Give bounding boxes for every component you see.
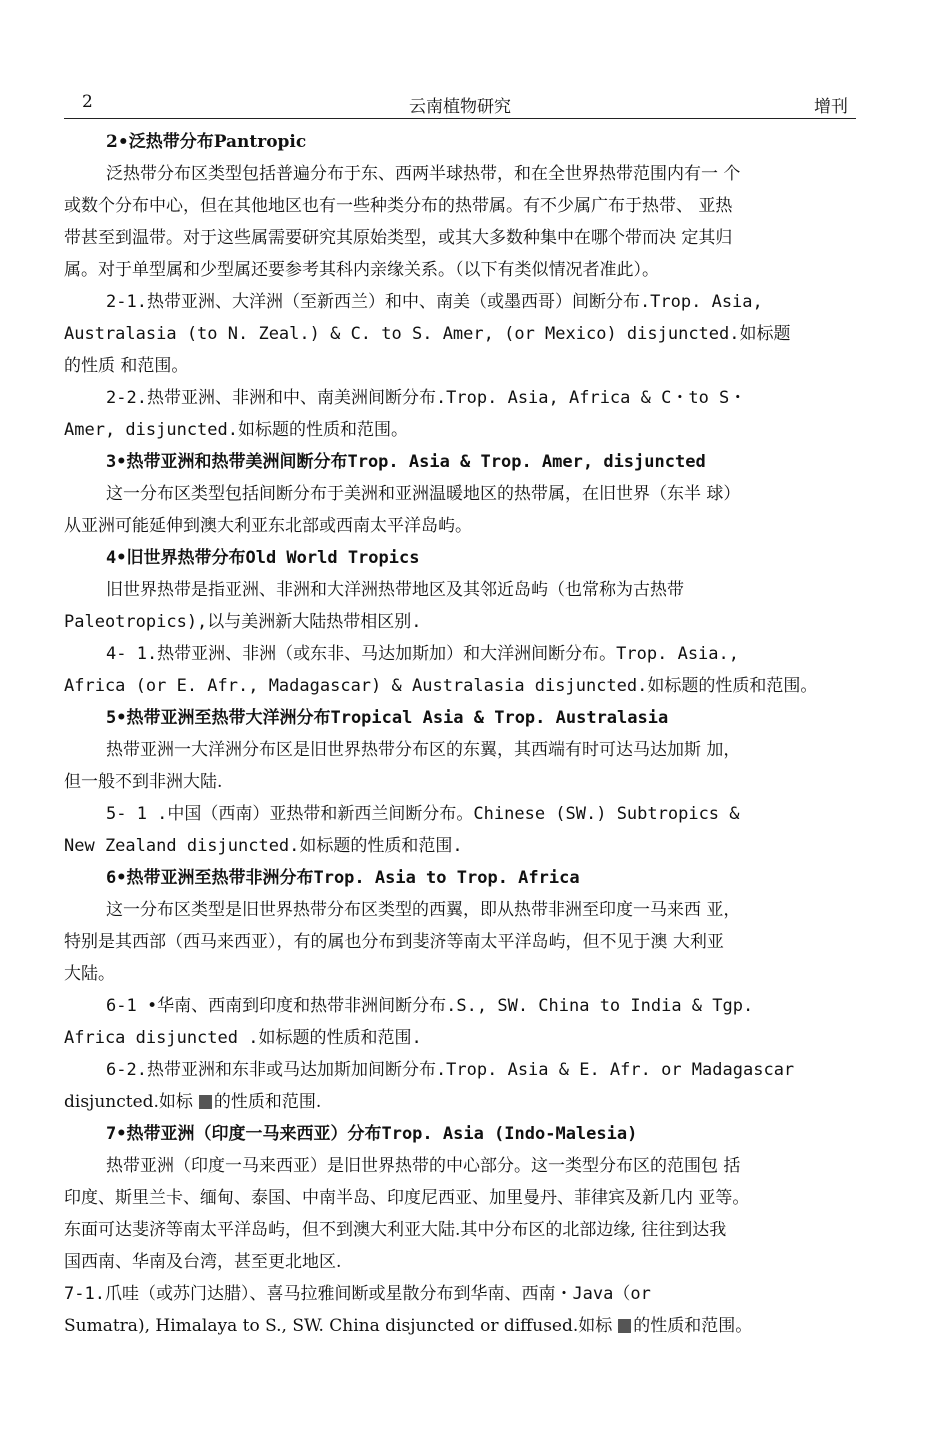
text-line: 5- 1 .中国（西南）亚热带和新西兰间断分布。Chinese (SW.) Subtropics & (106, 804, 740, 824)
text-line: 这一分布区类型包括间断分布于美洲和亚洲温暖地区的热带属，在旧世界（东半 球） (106, 484, 741, 504)
section-heading: 6•热带亚洲至热带非洲分布Trop. Asia to Trop. Africa (106, 868, 580, 888)
text-line: 大陆。 (64, 964, 115, 984)
text-line: 6-1 •华南、西南到印度和热带非洲间断分布.S., SW. China to India & Tgp. (106, 996, 754, 1016)
section-heading: 4•旧世界热带分布Old World Tropics (106, 548, 420, 568)
text-fragment: disjuncted.如标 (64, 1092, 193, 1112)
text-line: 或数个分布中心，但在其他地区也有一些种类分布的热带属。有不少属广布于热带、 亚热 (64, 196, 733, 216)
text-line: 从亚洲可能延伸到澳大利亚东北部或西南太平洋岛屿。 (64, 516, 472, 536)
text-line: 6-2.热带亚洲和东非或马达加斯加间断分布.Trop. Asia & E. Afr. or Madagascar (106, 1060, 795, 1080)
missing-glyph-icon (199, 1095, 212, 1109)
text-line: 的性质 和范围。 (64, 356, 189, 376)
article-body (64, 126, 876, 1342)
text-line: New Zealand disjuncted.如标题的性质和范围. (64, 836, 463, 856)
section-heading: 2•泛热带分布Pantropic (106, 132, 307, 152)
text-line: Africa (or E. Afr., Madagascar) & Australasia disjuncted.如标题的性质和范围。 (64, 676, 818, 696)
section-heading: 7•热带亚洲（印度一马来西亚）分布Trop. Asia (Indo-Malesia) (106, 1124, 638, 1144)
page-number: 2 (82, 92, 93, 112)
text-line: 国西南、华南及台湾，甚至更北地区. (64, 1252, 342, 1272)
text-fragment: 的性质和范围. (213, 1092, 322, 1112)
missing-glyph-icon (618, 1319, 631, 1333)
text-line: 7-1.爪哇（或苏门达腊）、喜马拉雅间断或星散分布到华南、西南・Java（or (64, 1284, 651, 1304)
text-line: 旧世界热带是指亚洲、非洲和大洋洲热带地区及其邻近岛屿（也常称为古热带 (106, 580, 684, 600)
text-line: 热带亚洲一大洋洲分布区是旧世界热带分布区的东翼，其西端有时可达马达加斯 加， (106, 740, 741, 760)
text-line: 2-2.热带亚洲、非洲和中、南美洲间断分布.Trop. Asia, Africa & C・to S・ (106, 388, 747, 408)
journal-title: 云南植物研究 (409, 97, 511, 117)
text-line (64, 1086, 876, 1118)
text-line: Africa disjuncted .如标题的性质和范围. (64, 1028, 422, 1048)
text-line (64, 1310, 876, 1342)
text-line: Amer, disjuncted.如标题的性质和范围。 (64, 420, 408, 440)
text-fragment: Sumatra), Himalaya to S., SW. China disjuncted or diffused.如标 (64, 1316, 613, 1336)
text-line: 热带亚洲（印度一马来西亚）是旧世界热带的中心部分。这一类型分布区的范围包 括 (106, 1156, 741, 1176)
text-line: 但一般不到非洲大陆. (64, 772, 223, 792)
text-line: 带甚至到温带。对于这些属需要研究其原始类型，或其大多数种集中在哪个带而决 定其归 (64, 228, 733, 248)
text-line: 属。对于单型属和少型属还要参考其科内亲缘关系。（以下有类似情况者准此）。 (64, 260, 659, 280)
text-line: 东面可达斐济等南太平洋岛屿，但不到澳大利亚大陆.其中分布区的北部边缘, 往往到达我 (64, 1220, 727, 1240)
issue-label: 增刊 (814, 97, 848, 117)
text-fragment: 的性质和范围。 (633, 1316, 753, 1336)
text-line: 印度、斯里兰卡、缅甸、泰国、中南半岛、印度尼西亚、加里曼丹、菲律宾及新几内 亚等。 (64, 1188, 750, 1208)
text-line: 这一分布区类型是旧世界热带分布区类型的西翼，即从热带非洲至印度一马来西 亚， (106, 900, 741, 920)
running-header (64, 88, 856, 119)
section-heading: 3•热带亚洲和热带美洲间断分布Trop. Asia & Trop. Amer, disjuncted (106, 452, 706, 472)
section-heading: 5•热带亚洲至热带大洋洲分布Tropical Asia & Trop. Australasia (106, 708, 669, 728)
text-line: 泛热带分布区类型包括普遍分布于东、西两半球热带，和在全世界热带范围内有一 个 (106, 164, 741, 184)
text-line: Paleotropics),以与美洲新大陆热带相区别. (64, 612, 422, 632)
text-line: Australasia (to N. Zeal.) & C. to S. Amer, (or Mexico) disjuncted.如标题 (64, 324, 791, 344)
text-line: 4- 1.热带亚洲、非洲（或东非、马达加斯加）和大洋洲间断分布。Trop. Asia., (106, 644, 739, 664)
text-line: 特别是其西部（西马来西亚），有的属也分布到斐济等南太平洋岛屿，但不见于澳 大利亚 (64, 932, 724, 952)
text-line: 2-1.热带亚洲、大洋洲（至新西兰）和中、南美（或墨西哥）间断分布.Trop. Asia, (106, 292, 763, 312)
